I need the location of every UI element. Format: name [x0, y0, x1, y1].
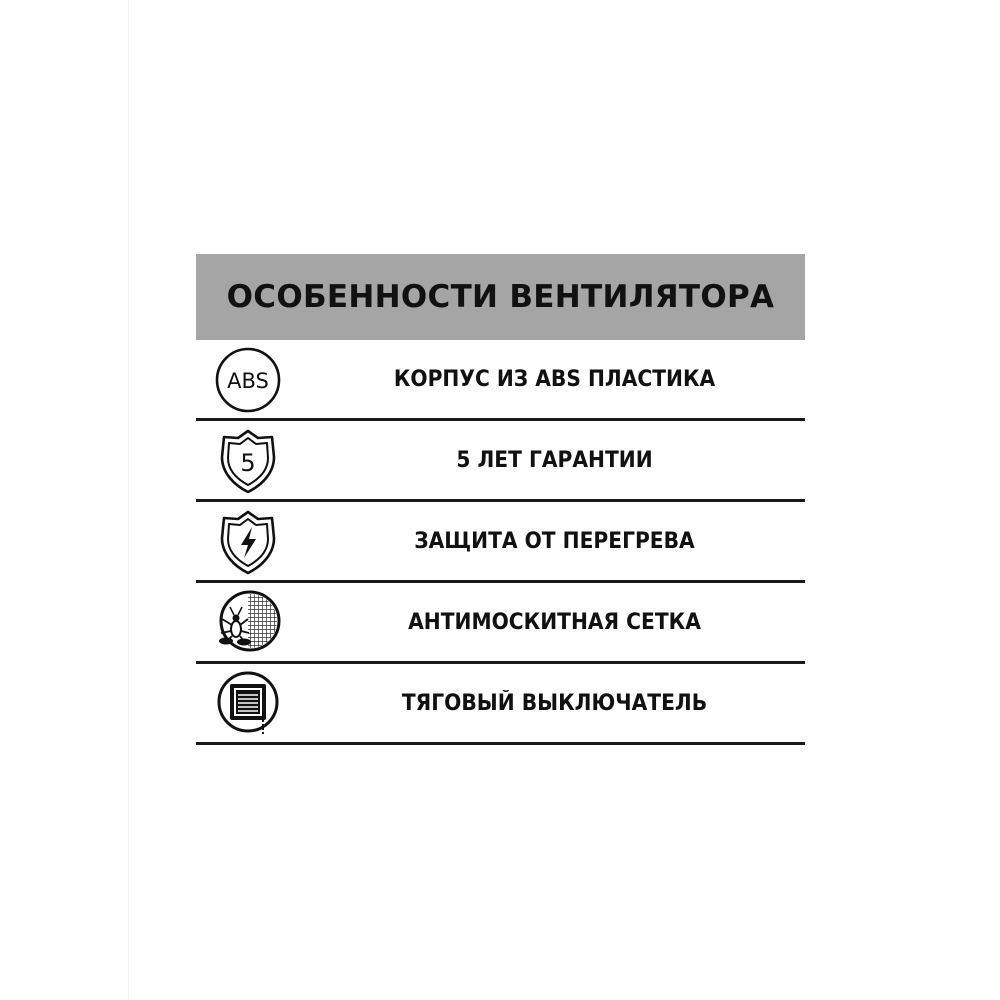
feature-row-abs	[196, 340, 805, 421]
feature-label-net: АНТИМОСКИТНАЯ СЕТКА	[408, 609, 701, 635]
feature-label-switch: ТЯГОВЫЙ ВЫКЛЮЧАТЕЛЬ	[401, 690, 708, 716]
shield-lightning-icon	[214, 508, 282, 576]
feature-label-overheat: ЗАЩИТА ОТ ПЕРЕГРЕВА	[414, 528, 695, 554]
feature-row-warranty	[196, 421, 805, 502]
page-edge-line	[128, 0, 129, 1000]
abs-icon	[214, 346, 282, 414]
mosquito-net-icon	[214, 589, 282, 657]
features-header	[196, 254, 805, 340]
abs-icon-text: ABS	[227, 369, 269, 393]
shield-five-icon	[214, 427, 282, 495]
features-title: ОСОБЕННОСТИ ВЕНТИЛЯТОРА	[226, 279, 775, 315]
feature-label-abs: КОРПУС ИЗ ABS ПЛАСТИКА	[393, 366, 716, 392]
feature-row-overheat	[196, 502, 805, 583]
feature-row-net	[196, 583, 805, 664]
feature-row-switch	[196, 664, 805, 745]
pull-switch-fan-icon	[214, 670, 282, 738]
features-panel	[196, 254, 805, 745]
shield-five-text: 5	[240, 449, 256, 477]
feature-label-warranty: 5 ЛЕТ ГАРАНТИИ	[456, 447, 653, 473]
